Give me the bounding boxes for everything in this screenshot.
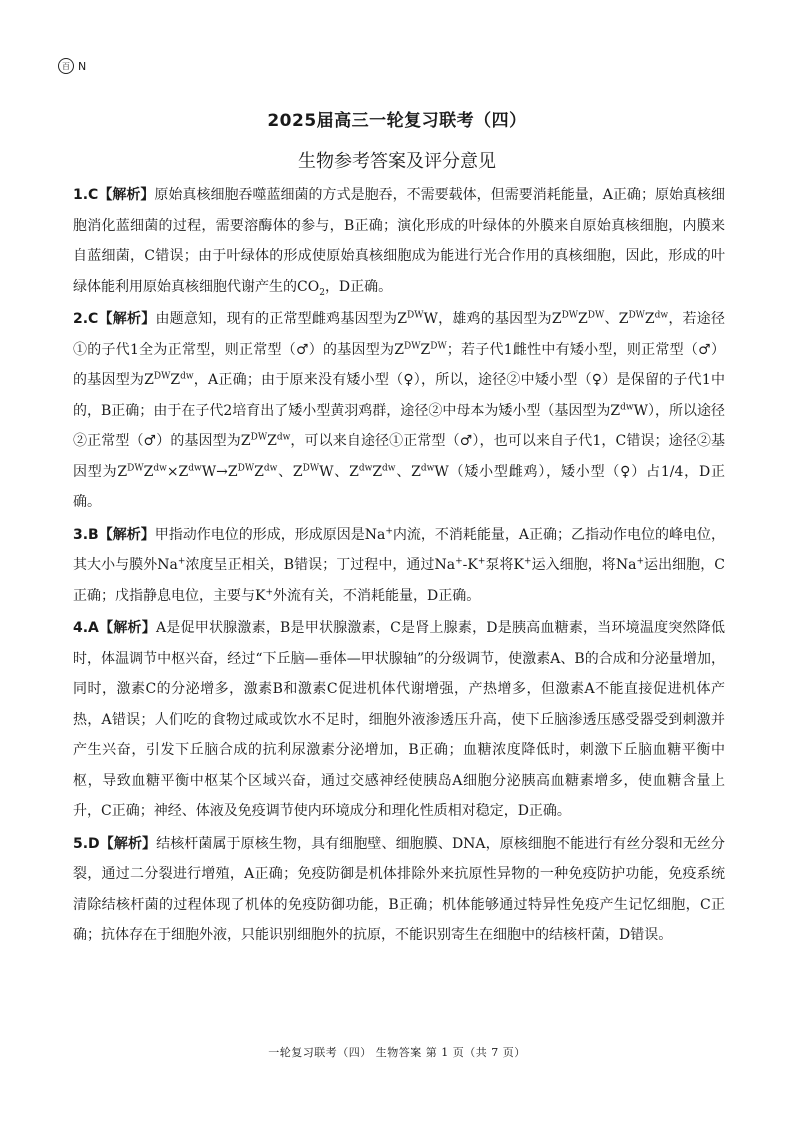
answer-3-text: 浓度呈正相关，B错误；丁过程中，通过Na bbox=[185, 557, 456, 573]
allele-sup: DW bbox=[430, 340, 447, 351]
answer-2-head: 2.C【解析】 bbox=[73, 311, 156, 327]
allele-sup: dw bbox=[358, 462, 373, 473]
answer-2-text: 由题意知，现有的正常型雌鸡基因型为Z bbox=[155, 311, 407, 327]
allele-sup: dw bbox=[188, 462, 202, 473]
answer-1-text: 原始真核细胞吞噬蓝细菌的方式是胞吞，不需要载体，但需要消耗能量，A正确；原始真核细胞消化蓝细菌的过程，需要溶酶体的参与，B正确；演化形成的叶绿体的外膜来自原始真核细胞，内膜来自蓝细菌，C错误；由于叶绿体的形成使原始真核细胞成为能进行光合作用的真核细胞，因此，形成的叶绿体能利用原始真核细胞代谢产生的CO bbox=[73, 187, 726, 295]
allele-sup: dw bbox=[276, 432, 291, 443]
answer-2-text: W，雄鸡的基因型为Z bbox=[423, 311, 562, 327]
allele-sup: DW bbox=[237, 462, 255, 473]
answer-3-text: 外流有关，不消耗能量，D正确。 bbox=[273, 587, 481, 604]
answer-2-text: 、Z bbox=[604, 311, 629, 327]
answer-3-head: 3.B【解析】 bbox=[73, 526, 155, 543]
answer-2-text: W、Z bbox=[319, 463, 359, 480]
answer-2-text: Z bbox=[143, 463, 154, 480]
ion-charge-sup: + bbox=[477, 556, 486, 567]
allele-sup: dw bbox=[620, 401, 634, 412]
ion-charge-sup: + bbox=[455, 556, 463, 567]
logo-letter: N bbox=[78, 59, 87, 73]
allele-sup: DW bbox=[628, 310, 645, 321]
allele-sup: dw bbox=[420, 462, 435, 473]
document-subtitle: 生物参考答案及评分意见 bbox=[298, 151, 496, 172]
allele-sup: DW bbox=[587, 310, 605, 321]
ion-charge-sup: + bbox=[524, 556, 532, 567]
allele-sup: DW bbox=[406, 310, 424, 321]
answer-5-text: 结核杆菌属于原核生物，具有细胞壁、细胞膜、DNA，原核细胞不能进行有丝分裂和无丝分裂，通过二分裂进行增殖，A正确；免疫防御是机体排除外来抗原性异物的一种免疫防护功能，免疫系统清除结核杆菌的过程体现了机体的免疫防御功能，B正确；机体能够通过特异性免疫产生记忆细胞，C正确；抗体存在于细胞外液，只能识别细胞外的抗原，不能识别寄生在细胞中的结核杆菌，D错误。 bbox=[73, 835, 725, 943]
allele-sup: DW bbox=[561, 310, 579, 321]
answer-content bbox=[73, 180, 725, 951]
answer-2-text: Z bbox=[170, 372, 181, 388]
answer-2-text: ；若子代1雌性中有矮小型，则正常型（♂）的基因型为Z bbox=[73, 341, 725, 388]
answer-2-text: Z bbox=[644, 311, 655, 327]
ion-charge-sup: + bbox=[385, 525, 393, 536]
answer-3-text: 内流，不消耗能量，A正确；乙指动作电位的峰电位，其大小与膜外Na bbox=[73, 526, 725, 573]
answer-2-text: ，若途径①的子代1全为正常型，则正常型（♂）的基因型为Z bbox=[73, 311, 726, 358]
answer-1-text-end: ，D正确。 bbox=[324, 278, 393, 295]
answer-4 bbox=[73, 613, 725, 827]
answer-1-head: 1.C【解析】 bbox=[73, 187, 155, 203]
answer-3-text: 甲指动作电位的形成，形成原因是Na bbox=[154, 526, 386, 543]
answer-3 bbox=[73, 520, 725, 612]
answer-2-text: W→Z bbox=[201, 463, 238, 480]
allele-sup: dw bbox=[654, 310, 669, 321]
answer-1-sub: 2 bbox=[319, 287, 325, 298]
answer-2-text: Z bbox=[420, 341, 431, 358]
allele-sup: DW bbox=[302, 462, 320, 473]
answer-5-head: 5.D【解析】 bbox=[73, 835, 157, 852]
allele-sup: DW bbox=[404, 340, 421, 351]
answer-4-head: 4.A【解析】 bbox=[73, 620, 156, 636]
ion-charge-sup: + bbox=[265, 586, 274, 597]
answer-2-text: Z bbox=[372, 463, 383, 480]
document-title: 2025届高三一轮复习联考（四） bbox=[267, 111, 527, 131]
answer-2-text: W），所以途径②正常型（♂）的基因型为Z bbox=[73, 402, 726, 449]
page-footer: 一轮复习联考（四） 生物答案 第 1 页（共 7 页） bbox=[268, 1046, 526, 1059]
allele-sup: dw bbox=[180, 371, 194, 382]
answer-2-text: 、Z bbox=[395, 463, 421, 480]
answer-2-text: ，可以来自途径①正常型（♂），也可以来自子代1，C错误；途径②基因型为Z bbox=[73, 433, 725, 480]
answer-1 bbox=[73, 180, 725, 302]
allele-sup: dw bbox=[382, 462, 396, 473]
allele-sup: dw bbox=[153, 462, 167, 473]
answer-2-text: Z bbox=[254, 463, 264, 480]
allele-sup: DW bbox=[250, 432, 268, 443]
allele-sup: DW bbox=[127, 462, 144, 473]
answer-2-text: Z bbox=[578, 311, 588, 327]
allele-sup: DW bbox=[153, 371, 171, 382]
answer-3-text: 运出细胞，C正确；戊指静息电位，主要与K bbox=[73, 557, 725, 604]
answer-3-text: 泵将K bbox=[485, 557, 524, 573]
answer-2-text: ，A正确；由于原来没有矮小型（♀），所以，途径②中矮小型（♀）是保留的子代1中的，B正确；由于在子代2培育出了矮小型黄羽鸡群，途径②中母本为矮小型（基因型为Z bbox=[73, 372, 726, 419]
answer-2 bbox=[73, 304, 725, 518]
ion-charge-sup: + bbox=[177, 556, 186, 567]
allele-sup: dw bbox=[263, 462, 278, 473]
logo-mark: 百 bbox=[58, 58, 74, 74]
answer-2-text: ×Z bbox=[166, 463, 189, 480]
answer-3-text: -K bbox=[462, 557, 478, 573]
answer-2-text: Z bbox=[267, 433, 277, 449]
publisher-logo bbox=[58, 58, 86, 74]
answer-5 bbox=[73, 829, 725, 951]
answer-4-text: A是促甲状腺激素，B是甲状腺激素，C是肾上腺素，D是胰高血糖素，当环境温度突然降低时，体温调节中枢兴奋，经过“下丘脑—垂体—甲状腺轴”的分级调节，使激素A、B的合成和分泌量增加，同时，激素C的分泌增多，激素B和激素C促进机体代谢增强，产热增多，但激素A不能直接促进机体产热，A错误；人们吃的食物过咸或饮水不足时，细胞外液渗透压升高，使下丘脑渗透压感受器受到刺激并产生兴奋，引发下丘脑合成的抗利尿激素分泌增加，B正确；血糖浓度降低时，刺激下丘脑血糖平衡中枢，导致血糖平衡中枢某个区域兴奋，通过交感神经使胰岛A细胞分泌胰高血糖素增多，使血糖含量上升，C正确；神经、体液及免疫调节使内环境成分和理化性质相对稳定，D正确。 bbox=[73, 620, 725, 819]
answer-2-text: W（矮小型雌鸡），矮小型（♀）占1/4，D正确。 bbox=[73, 463, 725, 510]
ion-charge-sup: + bbox=[636, 556, 644, 567]
answer-3-text: 运入细胞，将Na bbox=[531, 557, 637, 573]
answer-2-text: 、Z bbox=[277, 463, 303, 480]
